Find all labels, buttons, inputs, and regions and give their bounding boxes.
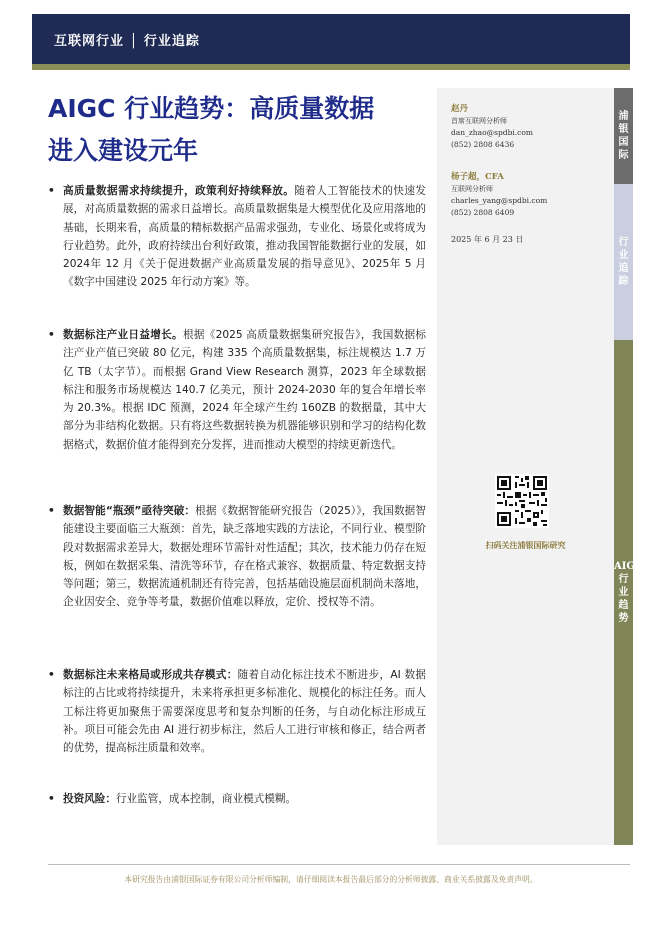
side-tab-brand	[614, 88, 633, 184]
bullet-heading: 高质量数据需求持续提升，政策利好持续释放。	[63, 185, 295, 197]
bullet-heading: 数据标注产业日益增长。	[63, 329, 183, 341]
analyst-card	[451, 102, 533, 151]
bullet-body: 随着自动化标注技术不断进步，AI 数据标注的占比或将持续提升，未来将承担更多标准化、规模化的标注任务。而人工标注将更加聚焦于需要深度思考和复杂判断的任务，与自动化标注形成互补。项目可能会先由 AI 进行初步标注，然后人工进行审核和修正，结合两者的优势，提高标注质量和效率。	[63, 669, 426, 755]
report-date: 2025 年 6 月 23 日	[451, 235, 524, 244]
bullet-body: 根据《数据智能研究报告（2025）》，我国数据智能建设主要面临三大瓶颈：首先，缺乏落地实践的方法论，不同行业、模型阶段对数据需求差异大，数据处理环节需针对性适配；其次，技术能力仍存在短板，例如在数据采集、清洗等环节，存在格式兼容、数据质量、特定数据支持等问题；第三，数据流通机制还有待完善，包括基础设施层面机制尚未落地，企业因安全、竞争等考量，数据价值难以释放，定价、授权等不清。	[63, 505, 426, 609]
header-bar	[32, 14, 630, 64]
bullet-icon: •	[48, 185, 55, 197]
footer-divider	[48, 864, 630, 865]
analyst-phone: (852) 2808 6409	[451, 208, 515, 217]
title-line-2: 进入建设元年	[48, 136, 199, 165]
analyst-card	[451, 170, 547, 219]
qr-code-icon[interactable]	[495, 474, 549, 528]
bullet-heading: 投资风险：	[63, 793, 116, 805]
analyst-name: 杨子超，CFA	[451, 172, 504, 182]
side-tab-label: 浦银国际	[618, 111, 629, 161]
bullet-icon: •	[48, 505, 55, 517]
analyst-email[interactable]: dan_zhao@spdbi.com	[451, 128, 533, 137]
side-tab-topic	[614, 340, 643, 845]
title-line-1: AIGC 行业趋势：高质量数据	[48, 94, 375, 123]
bullet-point	[48, 502, 426, 612]
analyst-email[interactable]: charles_yang@spdbi.com	[451, 196, 548, 205]
bullet-icon: •	[48, 793, 55, 805]
header-section-label: 互联网行业 │ 行业追踪	[54, 34, 200, 49]
bullet-point	[48, 666, 426, 757]
bullet-body: 随着人工智能技术的快速发展，对高质量数据的需求日益增长。高质量数据集是大模型优化及应用落地的基础，长期来看，高质量的精标数据产品需求强劲，专业化、场景化或将成为行业趋势。此外，政府持续出台利好政策，推动我国智能数据行业的发展，如2024年 12 月《关于促进数据产业高质量发展的指导意见》、2025年 5 月《数字中国建设 2025 年行动方案》等。	[63, 185, 426, 289]
bullet-heading: 数据智能“瓶颈”亟待突破：	[63, 505, 196, 517]
bullet-point	[48, 182, 426, 292]
side-tab-category	[614, 184, 633, 340]
bullet-point	[48, 790, 296, 808]
footer-disclaimer: 本研究报告由浦银国际证券有限公司分析师编制，请仔细阅读本报告最后部分的分析师披露、商业关系披露及免责声明。	[124, 875, 538, 884]
bullet-body: 行业监管，成本控制，商业模式模糊。	[115, 793, 297, 805]
side-tab-label: 行业追踪	[618, 237, 629, 287]
bullet-body: 根据《2025 高质量数据集研究报告》，我国数据标注产业产值已突破 80 亿元，构建 335 个高质量数据集，标注规模达 1.7 万亿 TB（太字节）。而根据 Grand View Research 测算，2023 年全球数据标注和服务市场规模达 140.7 亿美元，预计 2024-2030 年的复合年增长率为 20.3%。根据 IDC 预测，2024 年全球产生约 160ZB 的数据量，其中大部分为非结构化数据。只有将这些数据转换为机器能够识别和学习的结构化数据格式，数据价值才能得到充分发挥，进而推动大模型的持续更新迭代。	[63, 329, 427, 451]
bullet-icon: •	[48, 669, 55, 681]
side-tab-label: AIGC 行业趋势	[614, 561, 643, 624]
analyst-role: 互联网分析师	[451, 185, 493, 193]
qr-caption: 扫码关注浦银国际研究	[485, 540, 566, 550]
bullet-icon: •	[48, 329, 55, 341]
bullet-point	[48, 326, 426, 454]
analyst-role: 首席互联网分析师	[451, 117, 507, 125]
header-rule	[32, 64, 630, 70]
analyst-sidebar	[437, 88, 614, 845]
report-title	[48, 88, 428, 172]
analyst-name: 赵丹	[451, 104, 469, 114]
analyst-phone: (852) 2808 6436	[451, 140, 515, 149]
bullet-heading: 数据标注未来格局或形成共存模式：	[63, 669, 238, 681]
